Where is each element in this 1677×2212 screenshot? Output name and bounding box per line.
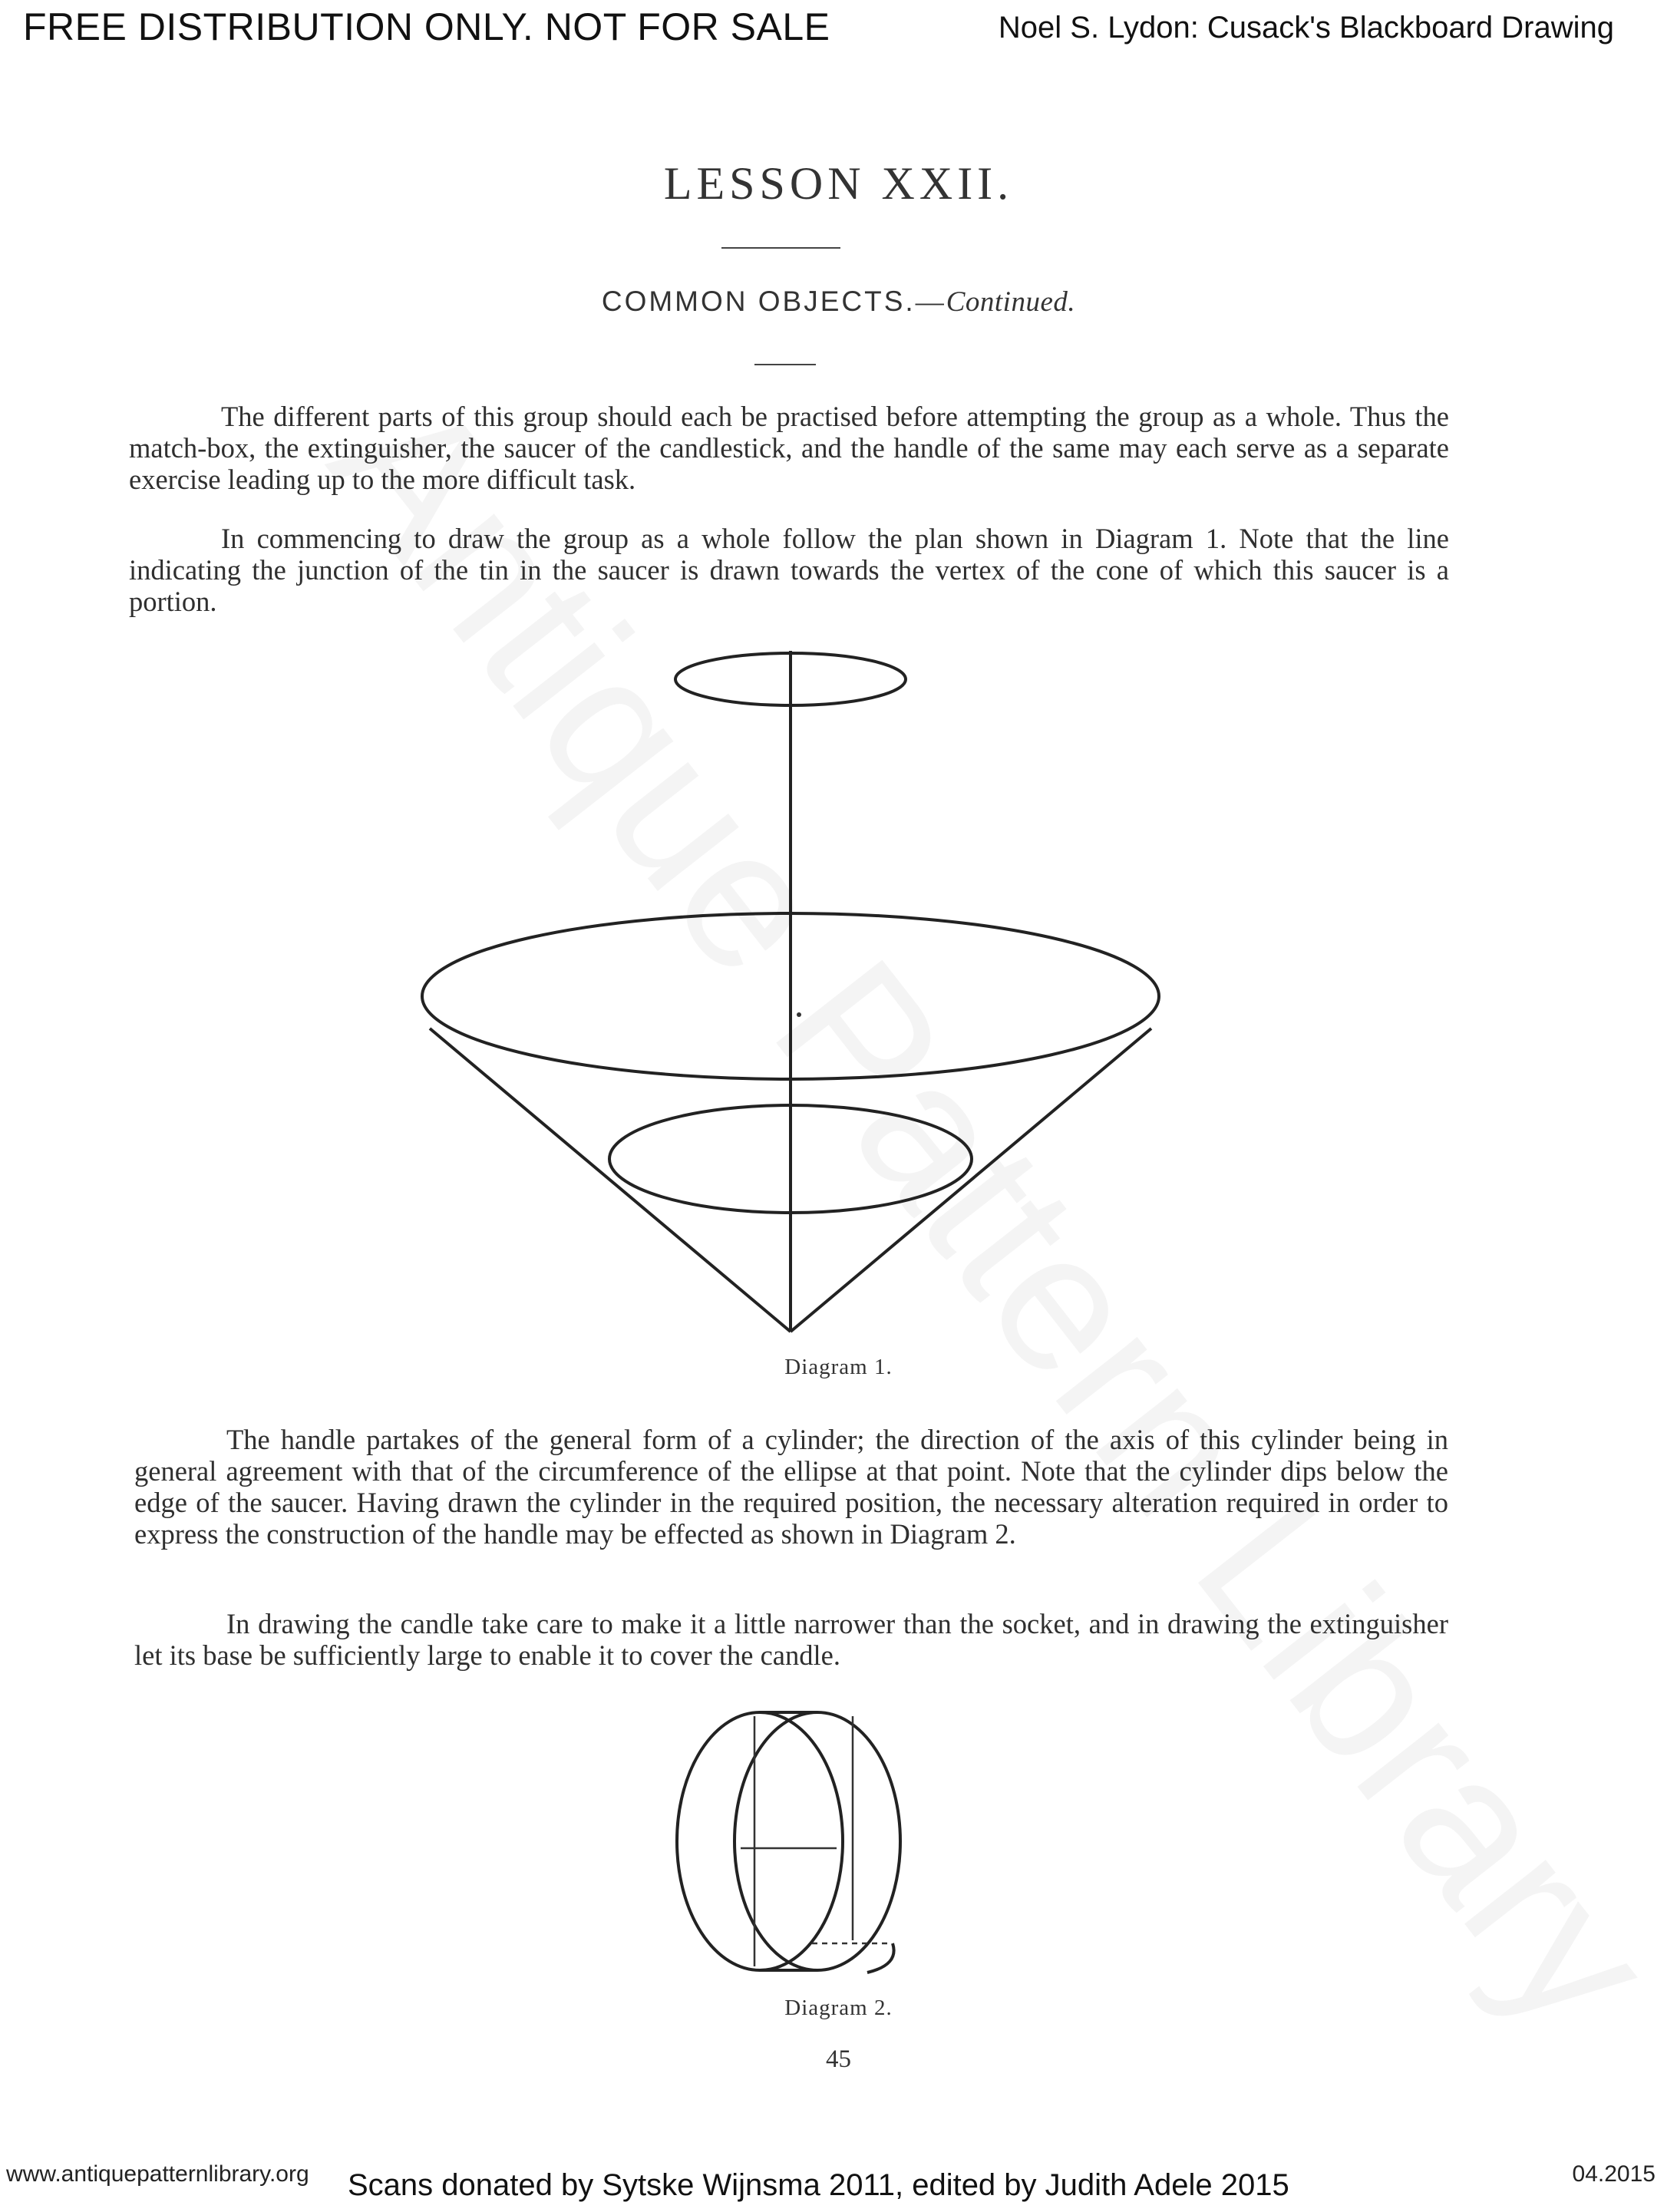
title-rule (721, 247, 840, 249)
paragraph-3: The handle partakes of the general form of a cylinder; the direction of the axis of this cylinder being in general agreement with that of the circumference of the ellipse at that point. Note that the cylinder dips below the edge of the saucer. Having drawn the cylinder in the required position, the necessary alteration required in order to express the construction of the handle may be effected as shown in Diagram 2. (134, 1424, 1448, 1550)
paragraph-2: In commencing to draw the group as a whole follow the plan shown in Diagram 1. Note that the line indicating the junction of the tin in the saucer is drawn towards the vertex of the cone of which this saucer is a portion. (129, 523, 1449, 617)
cylinder-back-ellipse (735, 1712, 900, 1970)
saucer-rim-ellipse (422, 913, 1159, 1079)
paragraph-1: The different parts of this group should each be practised before attempting the group as a whole. Thus the match-box, the extinguisher, the saucer of the candlestick, and the handle of the same may each serve as a separate exercise leading up to the more difficult task. (129, 401, 1449, 495)
footer-credits: Scans donated by Sytske Wijnsma 2011, edited by Judith Adele 2015 (348, 2168, 1289, 2202)
paragraph-4: In drawing the candle take care to make it a little narrower than the socket, and in drawing the extinguisher let its base be sufficiently large to enable it to cover the candle. (134, 1608, 1448, 1671)
subtitle-main: COMMON OBJECTS. (601, 286, 916, 317)
page-number: 45 (826, 2045, 851, 2073)
diagram-1-caption: Diagram 1. (784, 1355, 893, 1379)
cone-right-edge (791, 1028, 1151, 1332)
handle-curl-stroke (867, 1943, 894, 1973)
subtitle-continued: Continued. (946, 286, 1076, 318)
header-right: Noel S. Lydon: Cusack's Blackboard Drawing (998, 11, 1614, 45)
subtitle-dash: — (915, 286, 946, 318)
inner-ellipse (609, 1105, 972, 1213)
diagram-2-caption: Diagram 2. (784, 1996, 893, 2020)
subtitle-rule (754, 364, 816, 365)
header-left: FREE DISTRIBUTION ONLY. NOT FOR SALE (23, 5, 830, 48)
footer-website: www.antiquepatternlibrary.org (6, 2161, 309, 2187)
top-ellipse (675, 653, 906, 705)
cylinder-front-ellipse (677, 1712, 843, 1970)
lesson-subtitle (0, 286, 1677, 319)
footer-date: 04.2015 (1572, 2161, 1656, 2187)
cone-left-edge (430, 1028, 791, 1332)
lesson-title: LESSON XXII. (663, 158, 1014, 209)
center-dot (797, 1012, 801, 1017)
